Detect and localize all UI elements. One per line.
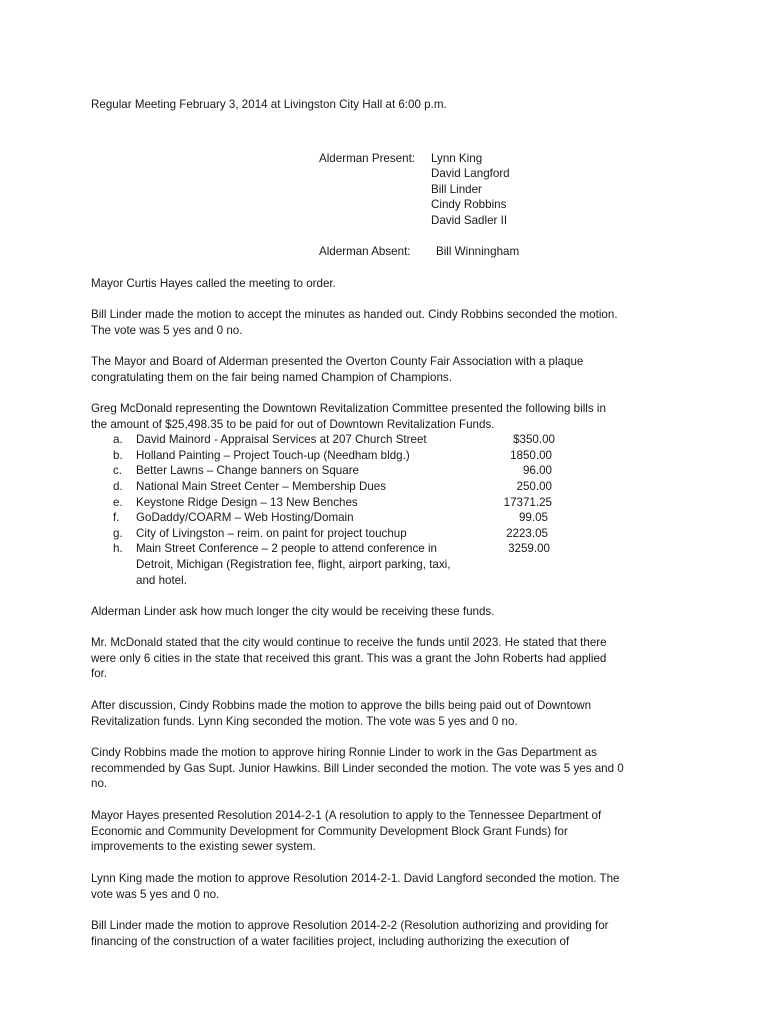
resolution-presented-paragraph	[91, 808, 691, 855]
bill-letter: b.	[113, 449, 123, 462]
present-label: Alderman Present:	[319, 152, 416, 165]
minutes-paragraph	[91, 307, 691, 338]
text-line: The vote was 5 yes and 0 no.	[91, 323, 243, 337]
present-member: Lynn King	[431, 152, 483, 165]
resolution-2-paragraph	[91, 918, 691, 949]
bill-amount: $350.00	[513, 433, 555, 446]
bill-letter: g.	[113, 527, 123, 540]
text-line: Bill Linder made the motion to approve Resolution 2014-2-2 (Resolution authorizing and providing for	[91, 919, 609, 932]
bill-amount: 3259.00	[508, 542, 550, 555]
text-line: were only 6 cities in the state that received this grant. This was a grant the John Roberts had applied	[91, 651, 607, 665]
text-line: Bill Linder made the motion to accept the minutes as handed out. Cindy Robbins seconded the motion.	[91, 308, 618, 321]
linder-question-paragraph: Alderman Linder ask how much longer the city would be receiving these funds.	[91, 605, 495, 618]
present-member: Cindy Robbins	[431, 198, 507, 211]
text-line: Economic and Community Development for Community Development Block Grant Funds) for	[91, 824, 568, 838]
text-line: The Mayor and Board of Alderman presented the Overton County Fair Association with a plaque	[91, 355, 584, 368]
absent-member: Bill Winningham	[436, 245, 520, 258]
resolution-1-paragraph	[91, 871, 691, 902]
bill-amount: 96.00	[522, 464, 552, 477]
bill-amount: 99.05	[518, 511, 548, 524]
bill-letter: d.	[113, 480, 123, 493]
bills-intro-paragraph	[91, 401, 691, 432]
bill-letter: e.	[113, 496, 123, 509]
bill-amount: 2223.05	[506, 527, 548, 540]
bill-description-continued: Detroit, Michigan (Registration fee, flight, airport parking, taxi,	[136, 558, 451, 571]
text-line: Greg McDonald representing the Downtown Revitalization Committee presented the following bills in	[91, 402, 606, 415]
bill-description: National Main Street Center – Membership Dues	[136, 480, 387, 493]
bill-letter: a.	[113, 433, 123, 446]
absent-label: Alderman Absent:	[319, 245, 411, 258]
text-line: no.	[91, 777, 108, 791]
text-line: Cindy Robbins made the motion to approve hiring Ronnie Linder to work in the Gas Department as	[91, 746, 597, 759]
text-line: Mayor Hayes presented Resolution 2014-2-1 (A resolution to apply to the Tennessee Department of	[91, 809, 602, 822]
approve-bills-paragraph	[91, 698, 691, 729]
present-member: David Langford	[431, 167, 510, 180]
call-to-order-paragraph: Mayor Curtis Hayes called the meeting to order.	[91, 277, 336, 290]
text-line: Revitalization funds. Lynn King seconded the motion. The vote was 5 yes and 0 no.	[91, 714, 518, 728]
bill-description: City of Livingston – reim. on paint for project touchup	[136, 527, 407, 540]
bill-description: Holland Painting – Project Touch-up (Needham bldg.)	[136, 449, 410, 462]
bill-amount: 250.00	[516, 480, 552, 493]
bill-amount: 17371.25	[503, 496, 552, 509]
text-line: the amount of $25,498.35 to be paid for out of Downtown Revitalization Funds.	[91, 417, 495, 431]
bill-description: Better Lawns – Change banners on Square	[136, 464, 360, 477]
bill-description: Keystone Ridge Design – 13 New Benches	[136, 496, 358, 509]
text-line: improvements to the existing sewer system.	[91, 840, 316, 854]
bill-letter: h.	[113, 542, 123, 555]
bill-description-continued: and hotel.	[136, 574, 187, 587]
bill-description: GoDaddy/COARM – Web Hosting/Domain	[136, 511, 354, 524]
mcdonald-paragraph	[91, 635, 691, 682]
text-line: financing of the construction of a water facilities project, including authorizing the execution of	[91, 934, 570, 948]
text-line: congratulating them on the fair being named Champion of Champions.	[91, 370, 452, 384]
hire-paragraph	[91, 745, 691, 792]
bill-letter: f.	[113, 511, 120, 524]
present-member: Bill Linder	[431, 183, 482, 196]
bill-description: David Mainord - Appraisal Services at 207 Church Street	[136, 433, 427, 446]
text-line: After discussion, Cindy Robbins made the motion to approve the bills being paid out of Downtown	[91, 699, 592, 712]
text-line: for.	[91, 667, 108, 681]
bill-letter: c.	[113, 464, 123, 477]
text-line: Lynn King made the motion to approve Resolution 2014-2-1. David Langford seconded the motion. The	[91, 872, 620, 885]
text-line: Mr. McDonald stated that the city would continue to receive the funds until 2023. He stated that there	[91, 636, 607, 649]
text-line: recommended by Gas Supt. Junior Hawkins. Bill Linder seconded the motion. The vote was 5 yes and 0	[91, 761, 624, 775]
bill-description: Main Street Conference – 2 people to attend conference in	[136, 542, 437, 555]
plaque-paragraph	[91, 354, 691, 385]
meeting-heading: Regular Meeting February 3, 2014 at Livingston City Hall at 6:00 p.m.	[91, 98, 447, 111]
bill-amount: 1850.00	[510, 449, 552, 462]
present-member: David Sadler II	[431, 214, 508, 227]
text-line: vote was 5 yes and 0 no.	[91, 887, 220, 901]
